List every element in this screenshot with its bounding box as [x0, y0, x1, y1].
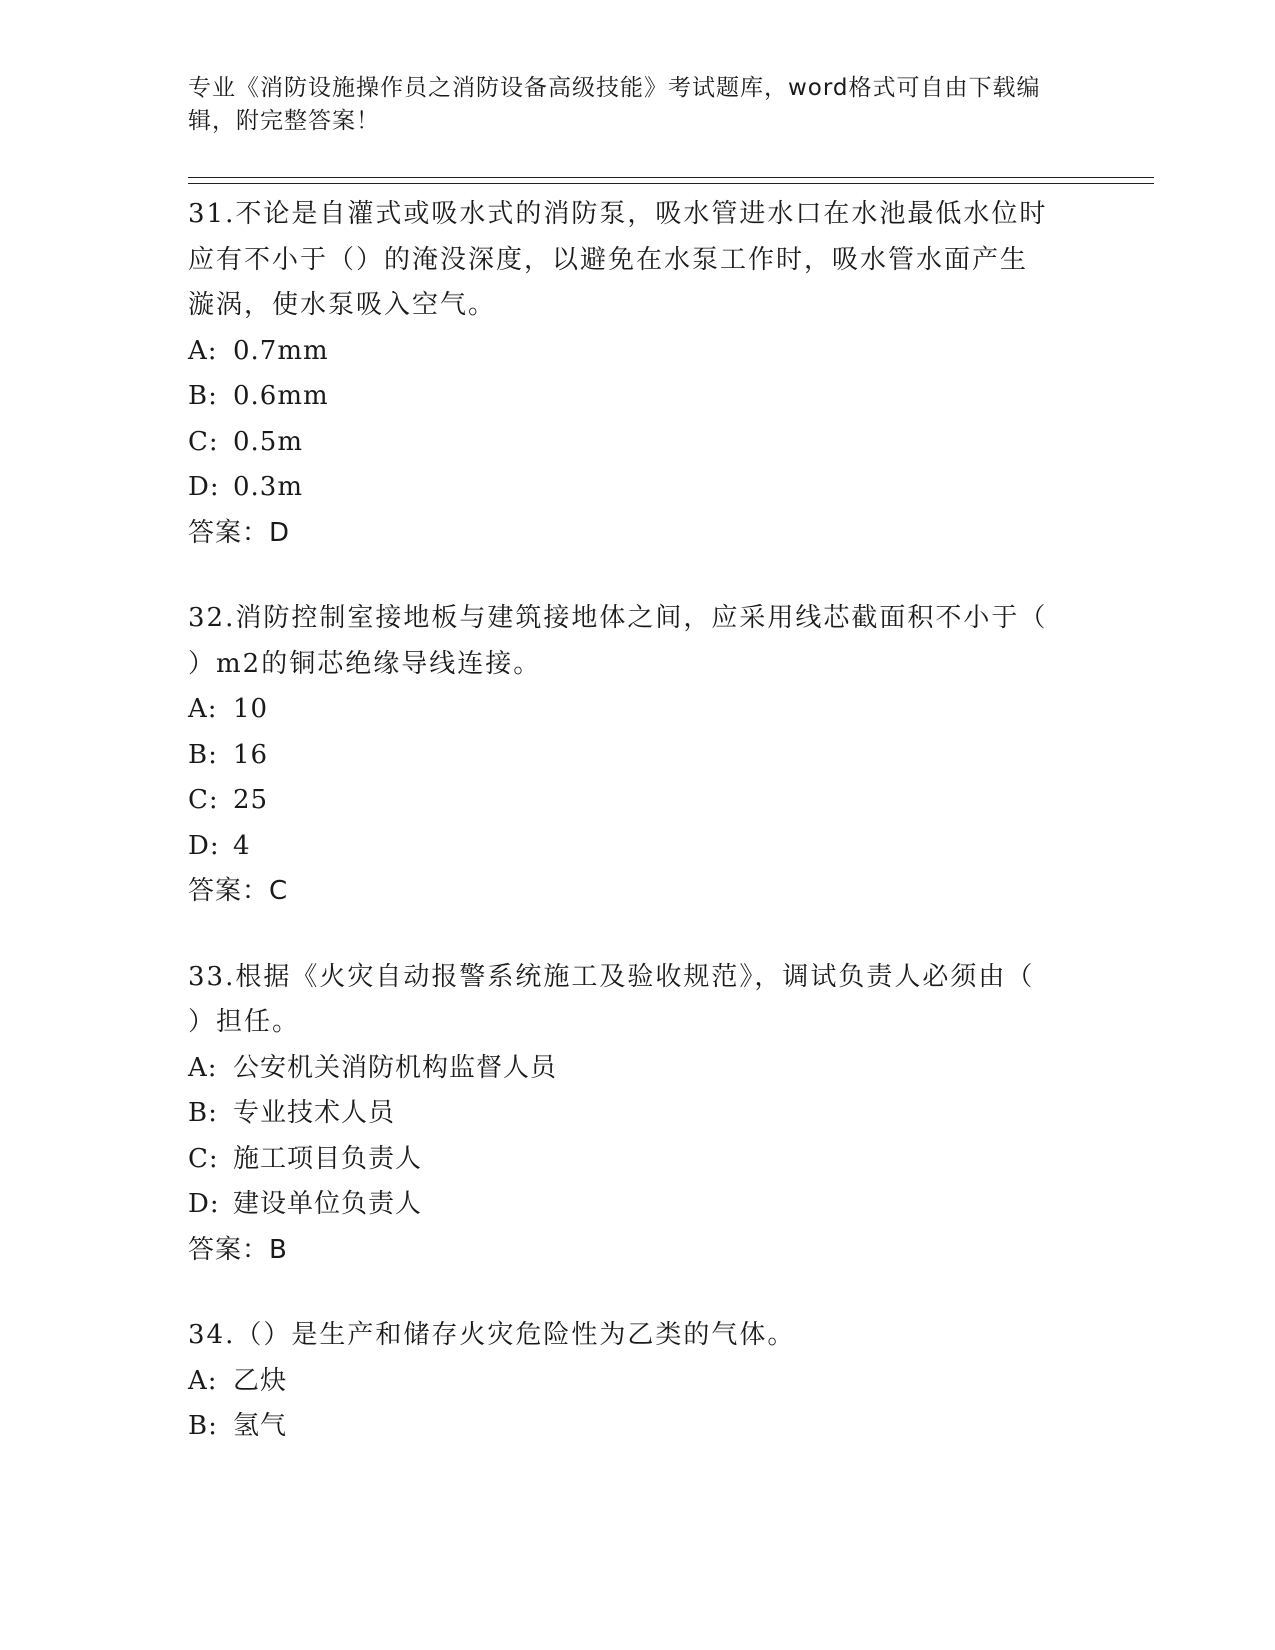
option-b — [188, 374, 1088, 420]
question-34-stem — [188, 1313, 1088, 1359]
option-text: 公安机关消防机构监督人员 — [233, 1052, 558, 1083]
option-d — [188, 1182, 1088, 1228]
option-letter: B: — [188, 1411, 218, 1441]
option-c — [188, 778, 1088, 824]
question-34 — [188, 1313, 1088, 1450]
question-32-stem — [188, 596, 1088, 687]
option-letter: A: — [188, 335, 218, 366]
question-31-stem — [188, 192, 1088, 329]
option-letter: C: — [188, 785, 219, 815]
option-letter: A: — [188, 694, 218, 724]
option-a — [188, 1046, 1088, 1092]
question-32 — [188, 596, 1088, 915]
question-line: 33.根据《火灾自动报警系统施工及验收规范》，调试负责人必须由（ — [188, 961, 1035, 992]
option-b — [188, 733, 1088, 779]
question-31 — [188, 192, 1088, 556]
option-letter: C: — [188, 426, 219, 457]
option-text: 4 — [233, 830, 251, 861]
option-letter: A: — [188, 1052, 218, 1083]
option-text: 建设单位负责人 — [233, 1189, 423, 1219]
question-33-stem — [188, 955, 1088, 1046]
option-text: 0.3m — [233, 472, 304, 502]
question-line: 31.不论是自灌式或吸水式的消防泵，吸水管进水口在水池最低水位时 — [188, 199, 1048, 229]
option-letter: D: — [188, 830, 220, 861]
option-letter: C: — [188, 1143, 219, 1174]
question-33 — [188, 955, 1088, 1274]
option-letter: B: — [188, 739, 218, 770]
option-c — [188, 420, 1088, 466]
answer-line: 答案：C — [188, 876, 289, 906]
question-list — [188, 192, 1088, 1490]
question-line: 应有不小于（）的淹没深度，以避免在水泵工作时，吸水管水面产生 — [188, 244, 1029, 275]
question-line: 34.（）是生产和储存火灾危险性为乙类的气体。 — [188, 1320, 796, 1350]
document-header — [188, 72, 1068, 138]
option-c — [188, 1137, 1088, 1183]
option-b — [188, 1091, 1088, 1137]
option-letter: A: — [188, 1365, 218, 1396]
option-text: 16 — [233, 739, 269, 770]
option-letter: B: — [188, 381, 218, 411]
option-text: 施工项目负责人 — [233, 1143, 423, 1174]
header-line-1: 专业《消防设施操作员之消防设备高级技能》考试题库，word格式可自由下载编 — [188, 75, 1041, 101]
answer-line: 答案：D — [188, 517, 291, 548]
header-divider-bottom — [188, 183, 1154, 184]
option-text: 25 — [233, 785, 269, 815]
option-d — [188, 465, 1088, 511]
option-b — [188, 1404, 1088, 1450]
option-text: 10 — [233, 694, 269, 724]
option-a — [188, 329, 1088, 375]
option-text: 0.5m — [233, 426, 304, 457]
question-line: 32.消防控制室接地板与建筑接地体之间，应采用线芯截面积不小于（ — [188, 603, 1048, 633]
option-d — [188, 824, 1088, 870]
option-text: 0.6mm — [233, 381, 329, 411]
option-text: 乙炔 — [233, 1365, 288, 1396]
option-text: 0.7mm — [233, 335, 329, 366]
question-line: ）m2的铜芯绝缘导线连接。 — [188, 648, 542, 679]
question-line: 漩涡，使水泵吸入空气。 — [188, 290, 497, 320]
answer-line: 答案：B — [188, 1234, 288, 1265]
option-letter: D: — [188, 472, 220, 502]
option-a — [188, 1359, 1088, 1405]
option-text: 专业技术人员 — [233, 1098, 396, 1128]
option-text: 氢气 — [233, 1411, 288, 1441]
header-divider-top — [188, 177, 1154, 178]
question-line: ）担任。 — [188, 1007, 301, 1037]
option-letter: B: — [188, 1098, 218, 1128]
option-letter: D: — [188, 1189, 220, 1219]
option-a — [188, 687, 1088, 733]
header-line-2: 辑，附完整答案！ — [188, 108, 380, 134]
